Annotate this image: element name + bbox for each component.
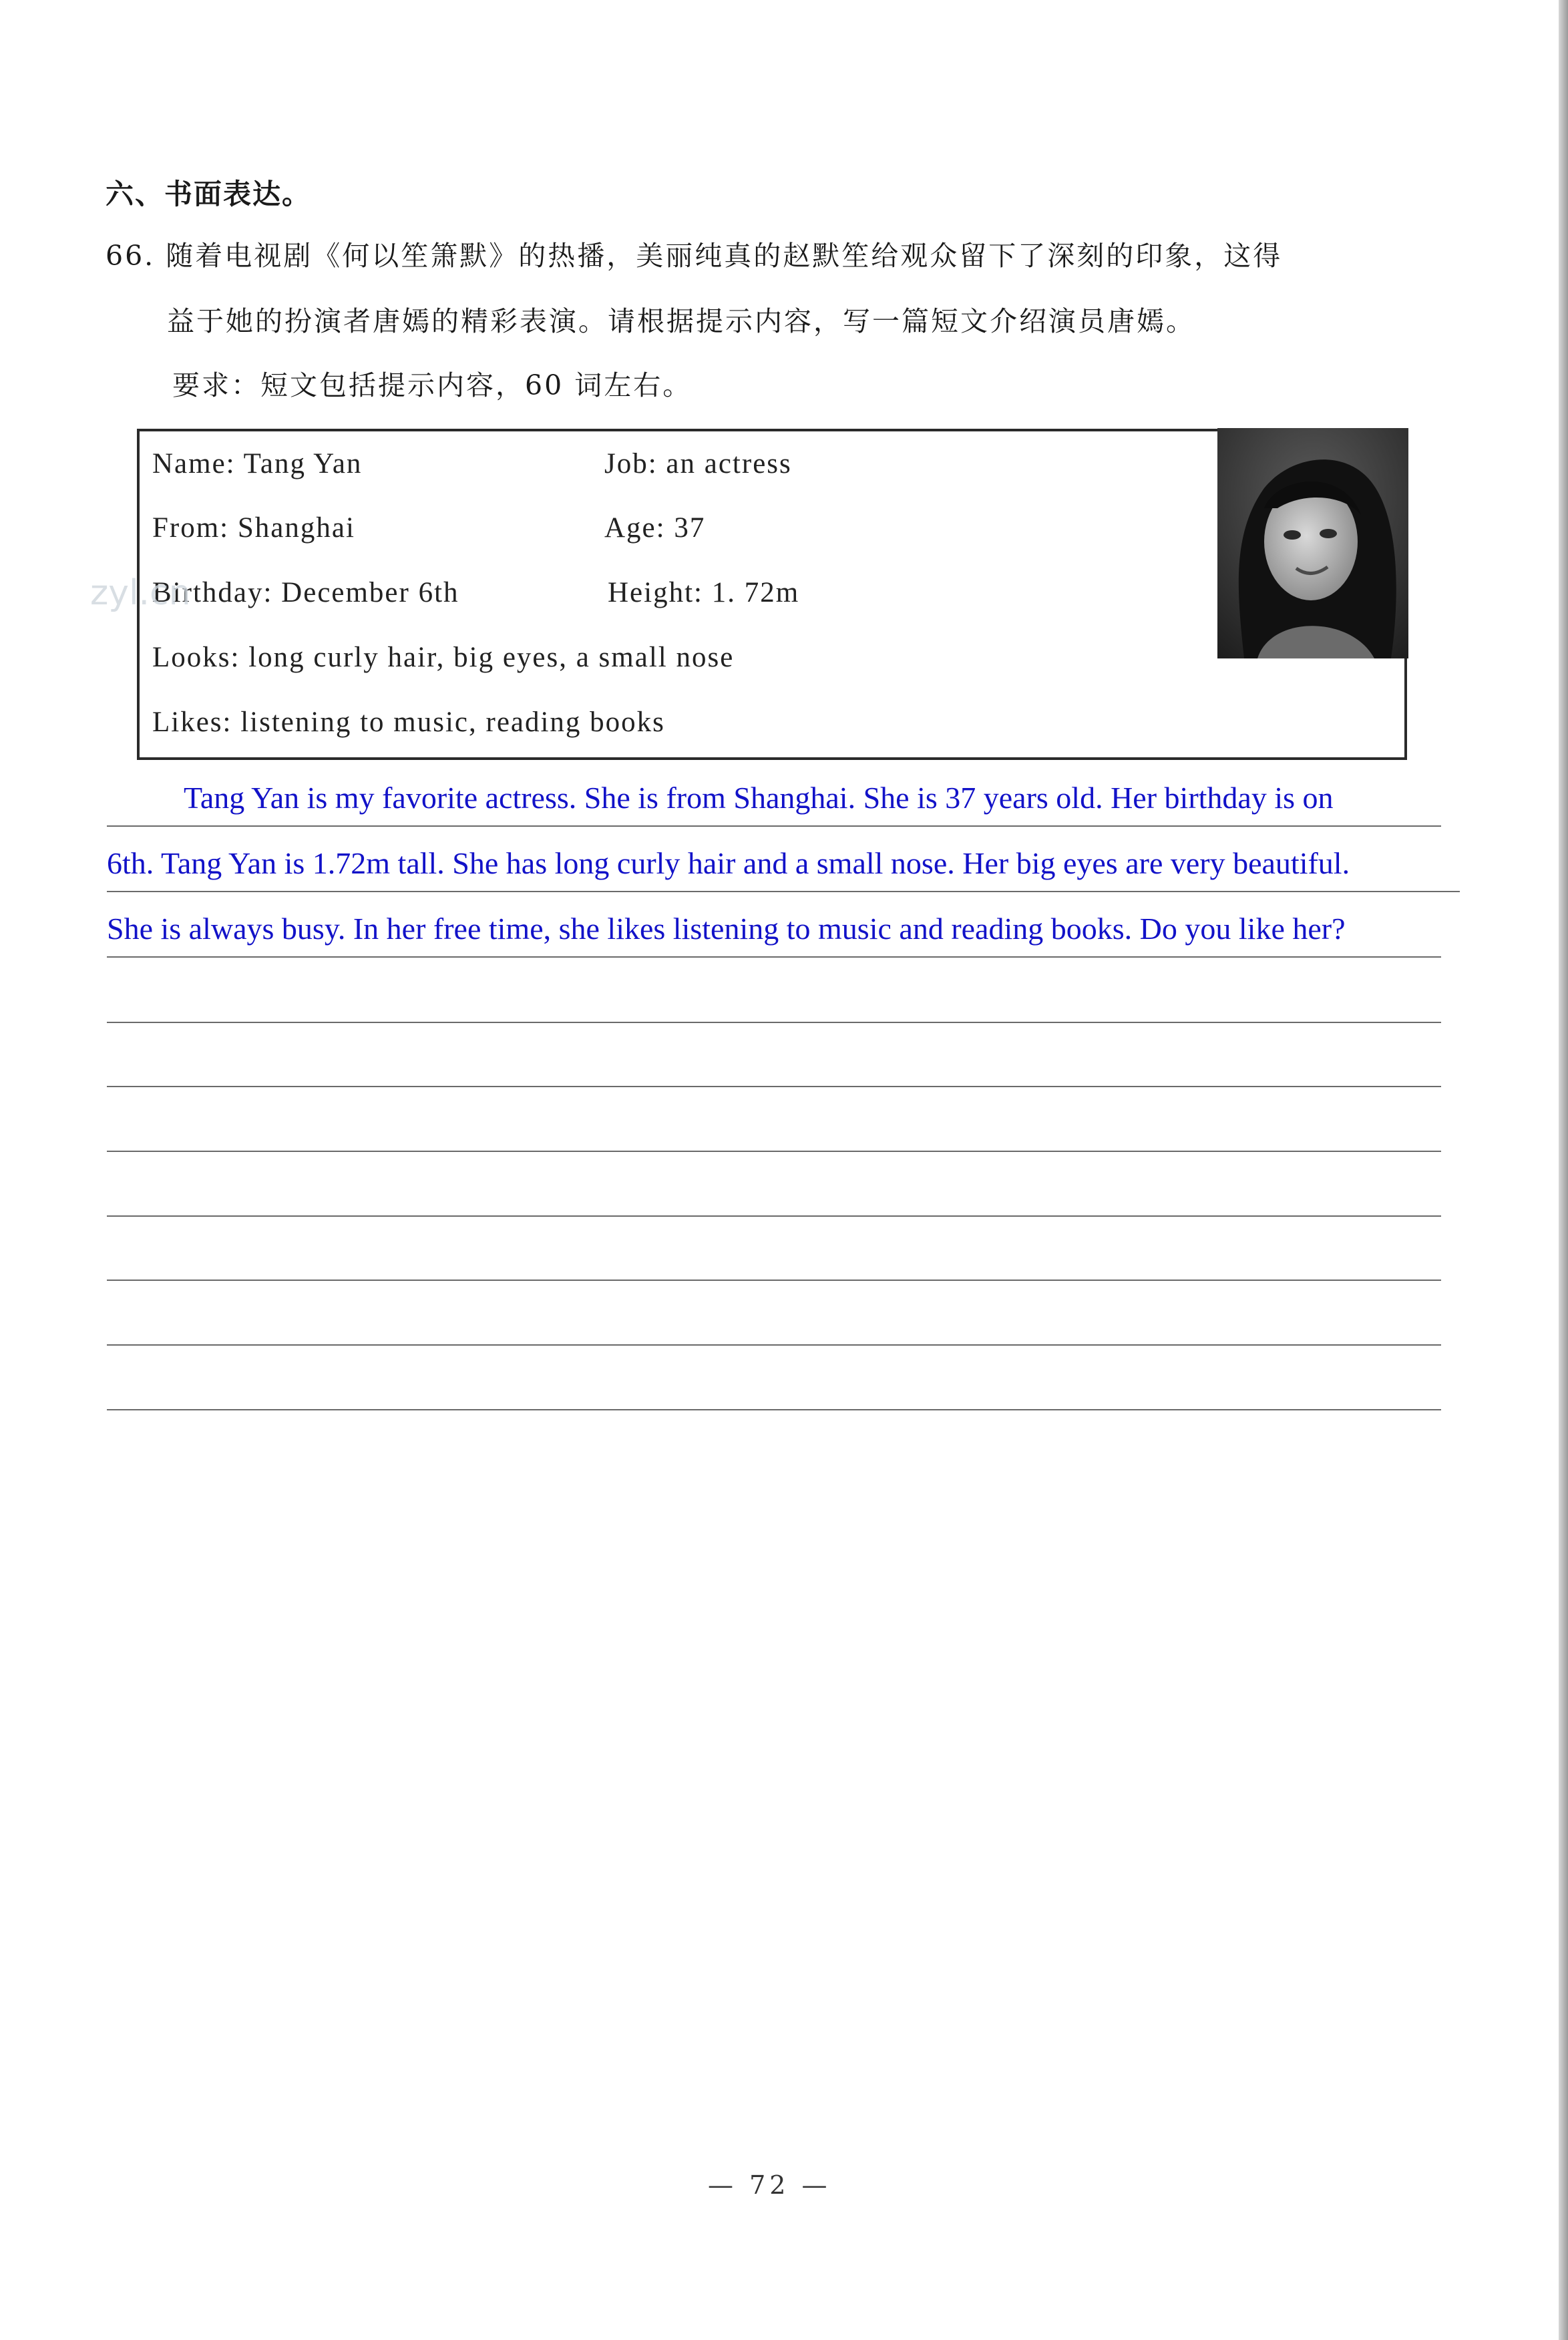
blank-rule-10 — [107, 1409, 1441, 1410]
answer-line-2: 6th. Tang Yan is 1.72m tall. She has long curly hair and a small nose. Her big eyes are very beautiful. — [107, 846, 1350, 880]
answer-rule-3 — [107, 956, 1441, 958]
scan-edge-shadow — [1559, 0, 1568, 2340]
answer-line-3: She is always busy. In her free time, she likes listening to music and reading books. Do you like her? — [107, 912, 1346, 946]
info-looks: Looks: long curly hair, big eyes, a small nose — [152, 642, 735, 673]
page-number: — 72 — — [708, 2170, 831, 2200]
section-heading: 六、书面表达。 — [106, 178, 312, 210]
portrait-photo — [1217, 428, 1408, 658]
blank-rule-5 — [107, 1086, 1441, 1087]
answer-line-1: Tang Yan is my favorite actress. She is from Shanghai. She is 37 years old. Her birthday is on — [184, 781, 1334, 815]
question-requirement: 要求：短文包括提示内容，60 词左右。 — [172, 369, 693, 401]
portrait-photo-graphic — [1217, 428, 1408, 658]
info-from: From: Shanghai — [152, 512, 355, 544]
answer-rule-2 — [107, 891, 1460, 892]
blank-rule-4 — [107, 1022, 1441, 1023]
blank-rule-8 — [107, 1280, 1441, 1281]
question-prompt-line-2: 益于她的扮演者唐嫣的精彩表演。请根据提示内容，写一篇短文介绍演员唐嫣。 — [167, 305, 1195, 337]
watermark: zyl.cn — [90, 573, 191, 613]
info-height: Height: 1. 72m — [608, 577, 800, 608]
info-age: Age: 37 — [604, 512, 706, 544]
blank-rule-9 — [107, 1344, 1441, 1346]
info-name: Name: Tang Yan — [152, 448, 363, 479]
info-birthday: Birthday: December 6th — [152, 577, 459, 608]
blank-rule-6 — [107, 1151, 1441, 1152]
info-job: Job: an actress — [604, 448, 792, 479]
answer-rule-1 — [107, 825, 1441, 827]
blank-rule-7 — [107, 1215, 1441, 1217]
info-likes: Likes: listening to music, reading books — [152, 707, 665, 738]
question-prompt-line-1: 66. 随着电视剧《何以笙箫默》的热播，美丽纯真的赵默笙给观众留下了深刻的印象，这得 — [106, 240, 1283, 272]
